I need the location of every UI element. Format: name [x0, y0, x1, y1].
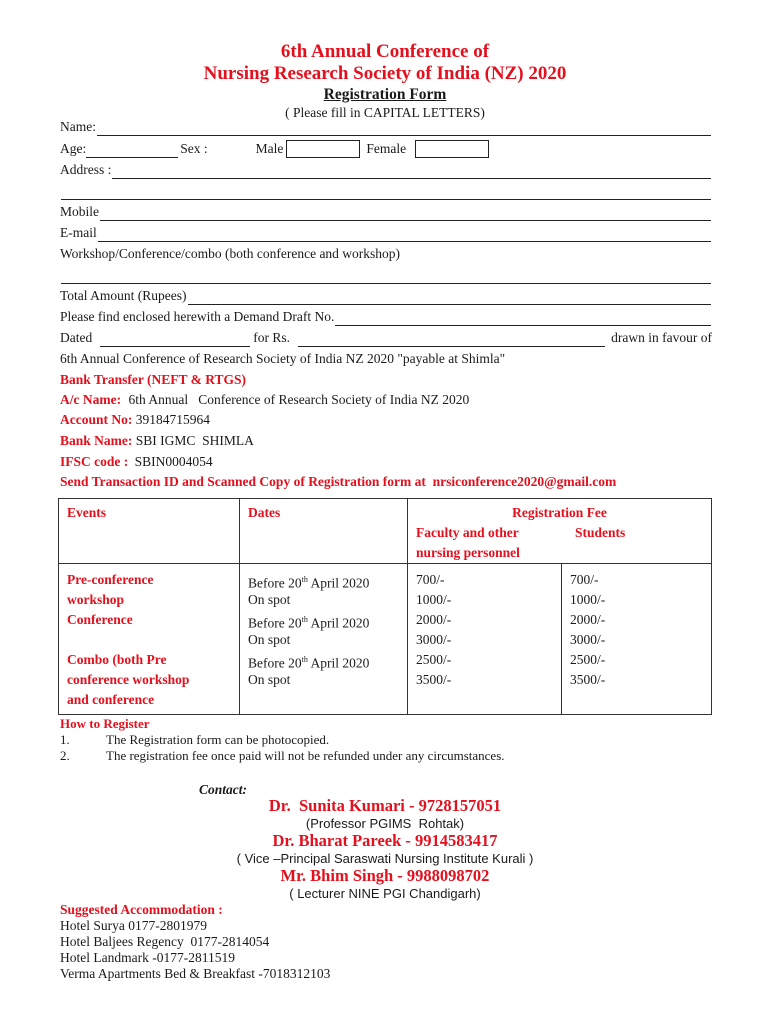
- send-transaction-note: Send Transaction ID and Scanned Copy of Registration form at nrsiconference2020@gmail.com: [60, 474, 617, 489]
- bank-transfer-heading: Bank Transfer (NEFT & RTGS): [60, 372, 247, 387]
- hotel-2: Hotel Baljees Regency 0177-2814054: [60, 934, 270, 949]
- name-field[interactable]: [97, 122, 711, 136]
- total-amount-row: [60, 287, 712, 305]
- email-label: E-mail: [60, 225, 97, 240]
- female-checkbox[interactable]: [415, 140, 489, 158]
- date-row-3: Before 20th April 2020: [248, 615, 370, 631]
- event-pre-conference-line1: Pre-conference: [67, 572, 154, 587]
- address-field-2[interactable]: [61, 186, 711, 200]
- name-row: [60, 118, 712, 136]
- bank-name-line: [60, 432, 254, 450]
- mobile-label: Mobile: [60, 204, 99, 219]
- student-fee-1: 700/-: [570, 572, 599, 587]
- date-row-6: On spot: [248, 672, 291, 687]
- workshop-label: Workshop/Conference/combo (both conference and workshop): [60, 246, 401, 261]
- students-subheader: [569, 523, 625, 563]
- dated-label: Dated: [60, 330, 93, 345]
- female-label: Female: [366, 141, 407, 156]
- dates-header: [240, 499, 408, 564]
- conference-title-line2: Nursing Research Society of India (NZ) 2020: [203, 63, 567, 84]
- favour-label: drawn in favour of: [611, 330, 712, 345]
- contact-label: Contact:: [199, 782, 248, 797]
- workshop-row: [60, 266, 712, 284]
- contact-name-2: Dr. Bharat Pareek - 9914583417: [272, 831, 498, 850]
- event-conference: Conference: [67, 612, 133, 627]
- for-rs-field[interactable]: [298, 333, 605, 347]
- student-fee-2: 1000/-: [570, 592, 606, 607]
- hotel-1: Hotel Surya 0177-2801979: [60, 918, 207, 933]
- event-pre-conference-line2: workshop: [67, 592, 125, 607]
- mobile-field[interactable]: [100, 207, 711, 221]
- demand-draft-row: [60, 308, 712, 326]
- account-number-value: 39184715964: [135, 412, 210, 427]
- account-number-line: [60, 411, 210, 429]
- faculty-fee-3: 2000/-: [416, 612, 452, 627]
- contact-name-3: Mr. Bhim Singh - 9988098702: [280, 866, 490, 885]
- email-row: [60, 224, 712, 242]
- email-field[interactable]: [98, 228, 711, 242]
- demand-draft-label: Please find enclosed herewith a Demand Draft No.: [60, 309, 335, 324]
- ifsc-value: SBIN0004054: [134, 454, 213, 469]
- dates-header-text: Dates: [248, 505, 281, 520]
- ifsc-label: IFSC code :: [60, 454, 129, 469]
- contact-role-1: (Professor PGIMS Rohtak): [305, 816, 465, 831]
- age-sex-row: [60, 140, 712, 158]
- date-row-1: Before 20th April 2020: [248, 575, 370, 591]
- capital-letters-instruction: ( Please fill in CAPITAL LETTERS): [285, 105, 485, 120]
- bank-name-label: Bank Name:: [60, 433, 133, 448]
- event-combo-line3: and conference: [67, 692, 155, 707]
- conference-title-line1: 6th Annual Conference of: [280, 41, 490, 62]
- registration-fee-table: [58, 498, 712, 715]
- dates-cell: [240, 564, 408, 715]
- student-fee-3: 2000/-: [570, 612, 606, 627]
- how-to-item-2: 2. The registration fee once paid will not be refunded under any circumstances.: [60, 748, 505, 763]
- student-fee-6: 3500/-: [570, 672, 606, 687]
- ifsc-line: [60, 453, 213, 471]
- registration-fee-header-text: Registration Fee: [512, 505, 607, 520]
- name-label: Name:: [60, 119, 96, 134]
- students-subheader-text: Students: [575, 525, 626, 540]
- address-field[interactable]: [112, 165, 711, 179]
- faculty-fees-cell: [408, 564, 562, 715]
- address-label: Address :: [60, 162, 112, 177]
- contact-role-3: ( Lecturer NINE PGI Chandigarh): [289, 886, 481, 901]
- age-field[interactable]: [86, 144, 178, 158]
- accommodation-section: [60, 902, 330, 982]
- account-name-label: A/c Name:: [60, 392, 122, 407]
- account-name-value: 6th Annual Conference of Research Society of India NZ 2020: [128, 392, 470, 407]
- faculty-fee-1: 700/-: [416, 572, 445, 587]
- faculty-fee-2: 1000/-: [416, 592, 452, 607]
- date-row-5: Before 20th April 2020: [248, 655, 370, 671]
- address-row: [60, 161, 712, 179]
- date-row-4: On spot: [248, 632, 291, 647]
- how-to-register-heading: How to Register: [60, 716, 150, 731]
- address-row-2: [60, 182, 712, 200]
- age-label: Age:: [60, 141, 87, 156]
- sex-label: Sex :: [180, 141, 208, 156]
- contact-name-1: Dr. Sunita Kumari - 9728157051: [268, 796, 502, 815]
- how-to-item-1: 1. The Registration form can be photocopied.: [60, 732, 330, 747]
- registration-fee-header: [408, 499, 712, 564]
- how-to-register-section: [60, 716, 505, 764]
- student-fee-4: 3000/-: [570, 632, 606, 647]
- total-amount-field[interactable]: [188, 291, 711, 305]
- student-fee-5: 2500/-: [570, 652, 606, 667]
- faculty-fee-5: 2500/-: [416, 652, 452, 667]
- for-rs-label: for Rs.: [253, 330, 290, 345]
- dated-field[interactable]: [100, 333, 250, 347]
- faculty-subheader-line2: nursing personnel: [416, 545, 520, 560]
- faculty-subheader: [408, 523, 569, 563]
- events-header: [59, 499, 240, 564]
- event-combo-line2: conference workshop: [67, 672, 190, 687]
- hotel-3: Hotel Landmark -0177-2811519: [60, 950, 235, 965]
- account-number-label: Account No:: [60, 412, 133, 427]
- date-row-2: On spot: [248, 592, 291, 607]
- events-header-text: Events: [67, 505, 107, 520]
- accommodation-heading: Suggested Accommodation :: [60, 902, 223, 917]
- bank-name-value: SBI IGMC SHIMLA: [135, 433, 254, 448]
- hotel-4: Verma Apartments Bed & Breakfast -7018312103: [60, 966, 331, 981]
- workshop-field[interactable]: [61, 270, 711, 284]
- form-title: Registration Form: [323, 86, 447, 103]
- dated-row: [60, 329, 712, 347]
- faculty-fee-4: 3000/-: [416, 632, 452, 647]
- male-checkbox[interactable]: [286, 140, 360, 158]
- total-amount-label: Total Amount (Rupees): [60, 288, 187, 303]
- demand-draft-field[interactable]: [335, 312, 711, 326]
- events-cell: [59, 564, 240, 715]
- account-name-line: [60, 391, 469, 409]
- contact-role-2: ( Vice –Principal Saraswati Nursing Institute Kurali ): [236, 851, 534, 866]
- faculty-fee-6: 3500/-: [416, 672, 452, 687]
- male-label: Male: [255, 141, 284, 156]
- faculty-subheader-line1: Faculty and other: [416, 525, 519, 540]
- payable-text: 6th Annual Conference of Research Society of India NZ 2020 "payable at Shimla": [60, 351, 506, 366]
- student-fees-cell: [562, 564, 712, 715]
- mobile-row: [60, 203, 712, 221]
- event-combo-line1: Combo (both Pre: [67, 652, 167, 667]
